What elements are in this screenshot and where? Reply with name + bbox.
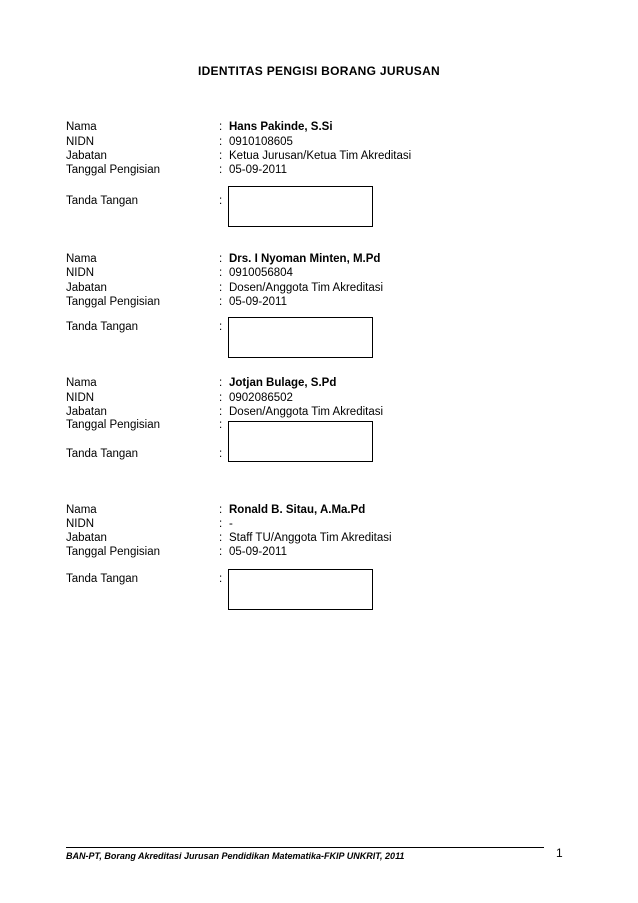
entry-3-nidn-value: 0902086502 [229, 392, 293, 404]
colon: : [219, 321, 223, 333]
footer-divider [66, 847, 544, 848]
entry-4-jabatan-value: Staff TU/Anggota Tim Akreditasi [229, 532, 392, 544]
colon: : [219, 504, 223, 516]
entry-4-signature-box [228, 569, 373, 610]
entry-2-jabatan-value: Dosen/Anggota Tim Akreditasi [229, 282, 384, 294]
nama-label: Nama [66, 253, 97, 265]
tanda-tangan-label: Tanda Tangan [66, 573, 139, 585]
colon: : [219, 164, 223, 176]
colon: : [219, 150, 223, 162]
nama-label: Nama [66, 377, 97, 389]
entry-3-nama-value: Jotjan Bulage, S.Pd [229, 377, 337, 389]
colon: : [219, 195, 223, 207]
entry-2-tanggal-value: 05-09-2011 [229, 296, 287, 308]
jabatan-label: Jabatan [66, 406, 107, 418]
nama-label: Nama [66, 504, 97, 516]
footer-text: BAN-PT, Borang Akreditasi Jurusan Pendidikan Matematika-FKIP UNKRIT, 2011 [66, 851, 405, 861]
colon: : [219, 253, 223, 265]
tanda-tangan-label: Tanda Tangan [66, 195, 139, 207]
colon: : [219, 121, 223, 133]
entry-1-signature-box [228, 186, 373, 227]
entry-4-nidn-value: - [229, 518, 233, 530]
nama-label: Nama [66, 121, 97, 133]
entry-4-tanggal-value: 05-09-2011 [229, 546, 287, 558]
entry-1-nama-value: Hans Pakinde, S.Si [229, 121, 333, 133]
page-number: 1 [556, 846, 563, 860]
nidn-label: NIDN [66, 136, 95, 148]
colon: : [219, 282, 223, 294]
colon: : [219, 448, 223, 460]
colon: : [219, 136, 223, 148]
nidn-label: NIDN [66, 267, 95, 279]
tanda-tangan-label: Tanda Tangan [66, 321, 139, 333]
entry-1-nidn-value: 0910108605 [229, 136, 293, 148]
colon: : [219, 532, 223, 544]
entry-1-tanggal-value: 05-09-2011 [229, 164, 287, 176]
nidn-label: NIDN [66, 518, 95, 530]
document-title: IDENTITAS PENGISI BORANG JURUSAN [197, 64, 441, 78]
nidn-label: NIDN [66, 392, 95, 404]
colon: : [219, 419, 223, 431]
entry-2-signature-box [228, 317, 373, 358]
colon: : [219, 267, 223, 279]
tanggal-label: Tanggal Pengisian [66, 296, 160, 308]
tanggal-label: Tanggal Pengisian [66, 419, 160, 431]
tanggal-label: Tanggal Pengisian [66, 546, 160, 558]
colon: : [219, 518, 223, 530]
colon: : [219, 546, 223, 558]
entry-4-nama-value: Ronald B. Sitau, A.Ma.Pd [229, 504, 366, 516]
entry-2-nidn-value: 0910056804 [229, 267, 293, 279]
tanggal-label: Tanggal Pengisian [66, 164, 160, 176]
colon: : [219, 377, 223, 389]
colon: : [219, 296, 223, 308]
entry-3-jabatan-value: Dosen/Anggota Tim Akreditasi [229, 406, 384, 418]
jabatan-label: Jabatan [66, 532, 107, 544]
entry-1-jabatan-value: Ketua Jurusan/Ketua Tim Akreditasi [229, 150, 412, 162]
entry-3-signature-box [228, 421, 373, 462]
jabatan-label: Jabatan [66, 150, 107, 162]
colon: : [219, 392, 223, 404]
jabatan-label: Jabatan [66, 282, 107, 294]
tanda-tangan-label: Tanda Tangan [66, 448, 139, 460]
colon: : [219, 406, 223, 418]
entry-2-nama-value: Drs. I Nyoman Minten, M.Pd [229, 253, 381, 265]
colon: : [219, 573, 223, 585]
